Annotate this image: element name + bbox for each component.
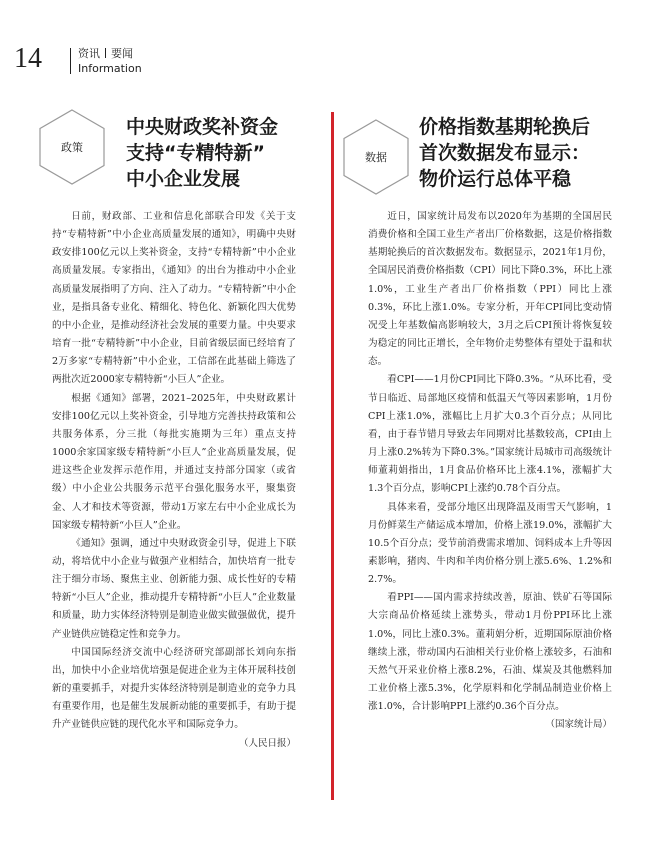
header-divider — [70, 48, 71, 74]
article-source: （人民日报） — [238, 737, 296, 749]
badge-label: 数据 — [365, 151, 387, 164]
hexagon-badge-data — [341, 118, 411, 196]
right-headline — [419, 114, 590, 192]
hexagon-badge-policy — [37, 108, 107, 186]
headline-line: 物价运行总体平稳 — [419, 168, 572, 190]
article-source: （国家统计局） — [545, 719, 612, 731]
left-headline — [126, 114, 278, 192]
article-paragraph: 根据《通知》部署，2021–2025年，中央财政累计安排100亿元以上奖补资金，引导地方完善扶持政策和公共服务体系，分三批（每批实施期为三年）重点支持1000余家国家级专精特新“小巨人”企业高质量发展，促进这些企业发挥示范作用，并通过支持部分国家（或省级）中小企业公共服务示范平台强化服务水平，聚集资金、人才和技术等资源，带动1万家左右中小企业成长为国家级专精特新“小巨人”企业。 — [52, 392, 296, 531]
left-article-body — [52, 208, 296, 753]
section-label-en: Information — [78, 62, 142, 75]
headline-line: 中小企业发展 — [126, 168, 241, 190]
article-paragraph: 具体来看，受部分地区出现降温及雨雪天气影响，1月份鲜菜生产储运成本增加，价格上涨19.0%，涨幅扩大10.5个百分点；受节前消费需求增加、饲料成本上升等因素影响，猪肉、牛肉和羊肉价格分别上涨5.6%、1.2%和2.7%。 — [368, 501, 612, 586]
article-paragraph: 《通知》强调，通过中央财政资金引导，促进上下联动，将培优中小企业与做强产业相结合，加快培育一批专注于细分市场、聚焦主业、创新能力强、成长性好的专精特新“小巨人”企业，推动提升专精特新“小巨人”企业数量和质量，助力实体经济特别是制造业做实做强做优，提升产业链供应链稳定性和竞争力。 — [52, 537, 296, 640]
article-paragraph: 中国国际经济交流中心经济研究部副部长刘向东指出，加快中小企业培优培强是促进企业为主体开展科技创新的重要抓手，对提升实体经济特别是制造业的竞争力具有重要作用，也是催生发展新动能的重要抓手，有助于提升产业链供应链的现代化水平和国际竞争力。 — [52, 646, 296, 731]
section-name: 资讯 — [78, 47, 100, 60]
article-paragraph: 看CPI——1月份CPI同比下降0.3%。“从环比看，受节日临近、局部地区疫情和低温天气等因素影响，1月份CPI上涨1.0%，涨幅比上月扩大0.3个百分点；从同比看，由于春节错月导致去年同期对比基数较高，CPI由上月上涨0.2%转为下降0.3%。”国家统计局城市司高级统计师董莉娟指出，1月食品价格环比上涨4.1%，涨幅扩大1.3个百分点，影响CPI上涨约0.78个百分点。 — [368, 374, 612, 495]
article-paragraph: 日前，财政部、工业和信息化部联合印发《关于支持“专精特新”中小企业高质量发展的通知》，明确中央财政安排100亿元以上奖补资金，支持“专精特新”中小企业高质量发展。专家指出，《通知》的出台为推动中小企业高质量发展指明了方向、注入了动力。“专精特新”中小企业，是指具备专业化、精细化、特色化、新颖化四大优势的中小企业，是推动经济社会发展的重要力量。中央要求培育一批“专精特新”中小企业，目前省级层面已经培育了2万多家“专精特新”中小企业，工信部在此基础上筛选了两批次近2000家专精特新“小巨人”企业。 — [52, 211, 296, 386]
headline-line: 价格指数基期轮换后 — [419, 116, 591, 138]
page-number: 14 — [14, 43, 42, 74]
section-label — [78, 47, 133, 60]
badge-label: 政策 — [61, 141, 83, 154]
article-paragraph: 看PPI——国内需求持续改善，原油、铁矿石等国际大宗商品价格延续上涨势头，带动1月份PPI环比上涨1.0%，同比上涨0.3%。董莉娟分析，近期国际原油价格继续上涨，带动国内石油相关行业价格上涨较多，石油和天然气开采业价格上涨8.2%，石油、煤炭及其他燃料加工业价格上涨5.3%，化学原料和化学制品制造业价格上涨1.0%，合计影响PPI上涨约0.36个百分点。 — [368, 592, 612, 713]
headline-line: 中央财政奖补资金 — [126, 116, 279, 138]
subsection-name: 要闻 — [111, 47, 133, 60]
headline-line: 支持“专精特新” — [126, 142, 265, 164]
section-separator — [105, 48, 106, 58]
right-article-body — [368, 208, 612, 735]
column-divider — [331, 112, 334, 800]
headline-line: 首次数据发布显示： — [419, 142, 591, 164]
article-paragraph: 近日，国家统计局发布以2020年为基期的全国居民消费价格和全国工业生产者出厂价格数据，这是价格指数基期轮换后的首次数据发布。数据显示，2021年1月份，全国居民消费价格指数（CPI）同比下降0.3%，环比上涨1.0%，工业生产者出厂价格指数（PPI）同比上涨0.3%，环比上涨1.0%。专家分析，开年CPI同比变动情况受上年基数偏高影响较大，3月之后CPI预计将恢复较为稳定的同比正增长，全年物价走势整体有望处于温和状态。 — [368, 211, 612, 368]
